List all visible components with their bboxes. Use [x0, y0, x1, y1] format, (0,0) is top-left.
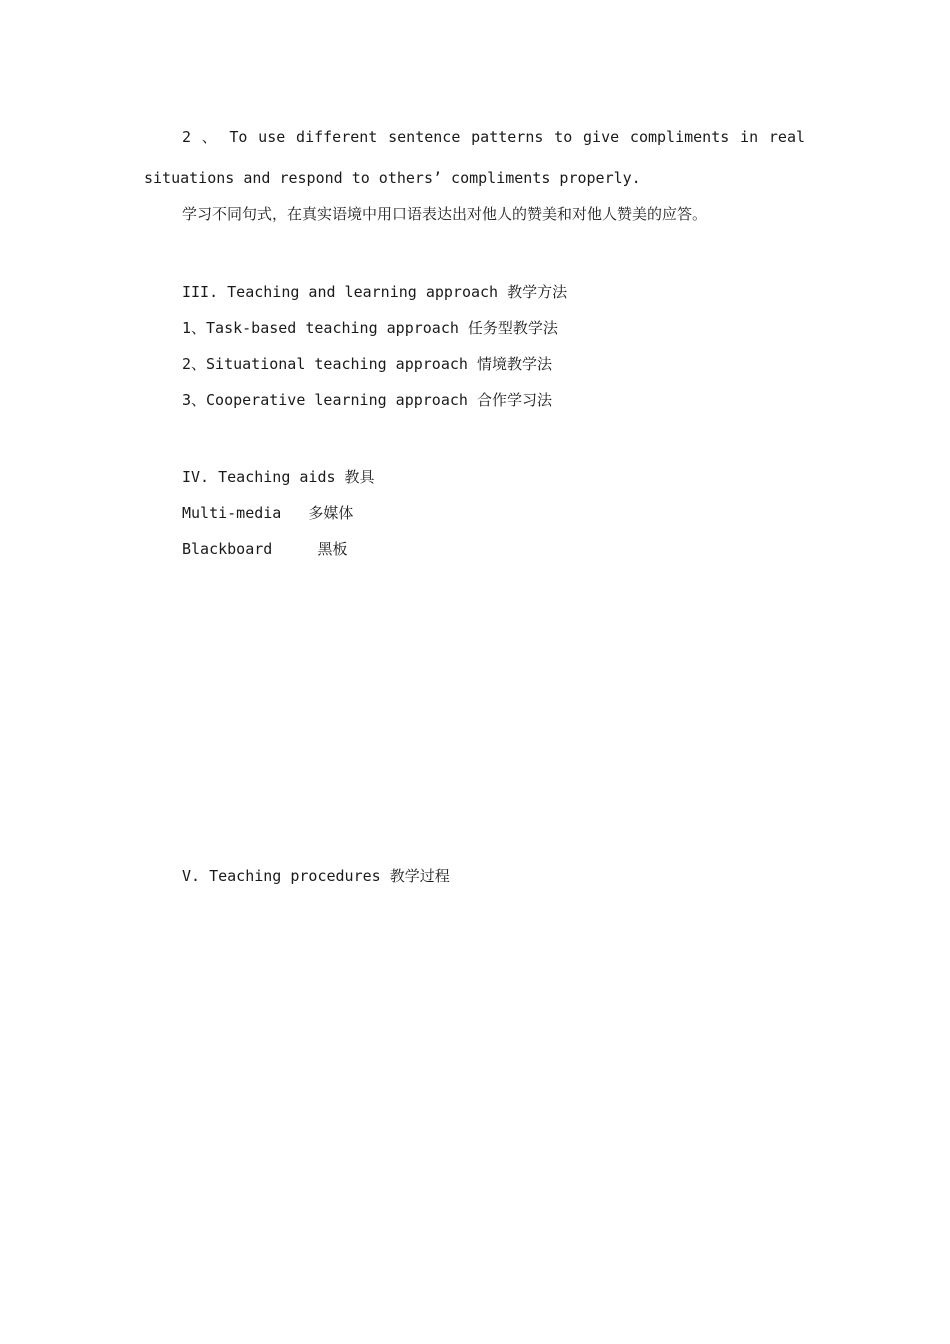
- section-4-item-blackboard: Blackboard 黑板: [182, 540, 348, 558]
- section-3-item-2: 2、Situational teaching approach 情境教学法: [182, 355, 552, 373]
- section-3-item-1: 1、Task-based teaching approach 任务型教学法: [182, 319, 558, 337]
- objective-2-chinese: 学习不同句式，在真实语境中用口语表达出对他人的赞美和对他人赞美的应答。: [182, 205, 708, 223]
- section-3-heading: III. Teaching and learning approach 教学方法: [182, 283, 568, 301]
- objective-2-line-1: 2 、 To use different sentence patterns to give compliments in real: [182, 128, 805, 146]
- section-4-item-multimedia: Multi-media 多媒体: [182, 504, 354, 522]
- objective-2-line-2: situations and respond to others’ compliments properly.: [144, 169, 641, 187]
- section-5-heading: V. Teaching procedures 教学过程: [182, 867, 450, 885]
- section-3-item-3: 3、Cooperative learning approach 合作学习法: [182, 391, 552, 409]
- section-4-heading: IV. Teaching aids 教具: [182, 468, 375, 486]
